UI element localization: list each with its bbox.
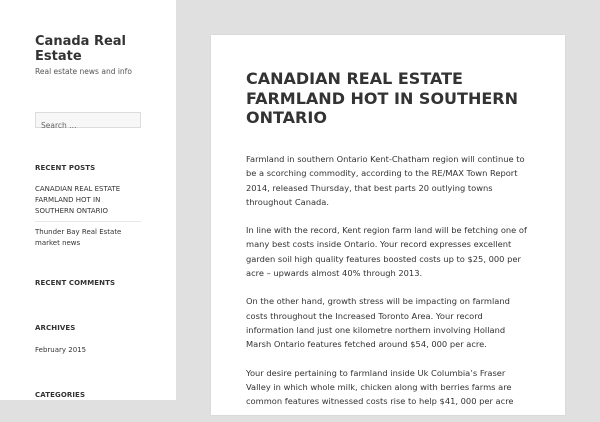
- categories-title: CATEGORIES: [35, 391, 86, 399]
- archive-link[interactable]: February 2015: [35, 346, 87, 354]
- sidebar: [0, 0, 176, 400]
- recent-comments-title: RECENT COMMENTS: [35, 279, 116, 287]
- list-item: [35, 345, 141, 360]
- site-title[interactable]: Canada Real Estate: [35, 34, 126, 64]
- recent-post-link[interactable]: Thunder Bay Real Estate market news: [35, 228, 122, 247]
- list-item: [35, 184, 141, 222]
- list-item: [35, 227, 141, 253]
- recent-posts-title: RECENT POSTS: [35, 164, 96, 172]
- recent-posts-list: [35, 184, 141, 258]
- article-paragraph: Your desire pertaining to farmland inside Uk Columbia’s Fraser Valley in which whole milk, chicken along with berries farms are common features witnessed costs rise to help $41, 000 per acre: [246, 367, 514, 407]
- archives-title: ARCHIVES: [35, 324, 76, 332]
- site-description: Real estate news and info: [35, 67, 132, 76]
- archives-list: [35, 345, 141, 365]
- article-paragraph: On the other hand, growth stress will be impacting on farmland costs throughout the Increased Toronto Area. Your record information land just one kilometre northern involving Holland Marsh Ontario features fetched around $54, 000 per acre.: [246, 296, 510, 350]
- article-title: CANADIAN REAL ESTATE FARMLAND HOT IN SOUTHERN ONTARIO: [246, 69, 518, 127]
- article-paragraph: In line with the record, Kent region farm land will be fetching one of many best costs inside Ontario. Your record expresses excellent garden soil high quality features boosted costs up to $25, 000 per acre – upwards almost 40% through 2013.: [246, 225, 527, 279]
- search-box: [35, 112, 141, 128]
- article-paragraph: Farmland in southern Ontario Kent-Chatham region will continue to be a scorching commodity, according to the RE/MAX Town Report 2014, released Thursday, that best parts 20 outlying towns throughout Canada.: [246, 154, 525, 207]
- search-input[interactable]: [36, 119, 140, 133]
- recent-post-link[interactable]: CANADIAN REAL ESTATE FARMLAND HOT IN SOUTHERN ONTARIO: [35, 185, 121, 215]
- article-card: [211, 35, 565, 415]
- article-content: [246, 152, 531, 422]
